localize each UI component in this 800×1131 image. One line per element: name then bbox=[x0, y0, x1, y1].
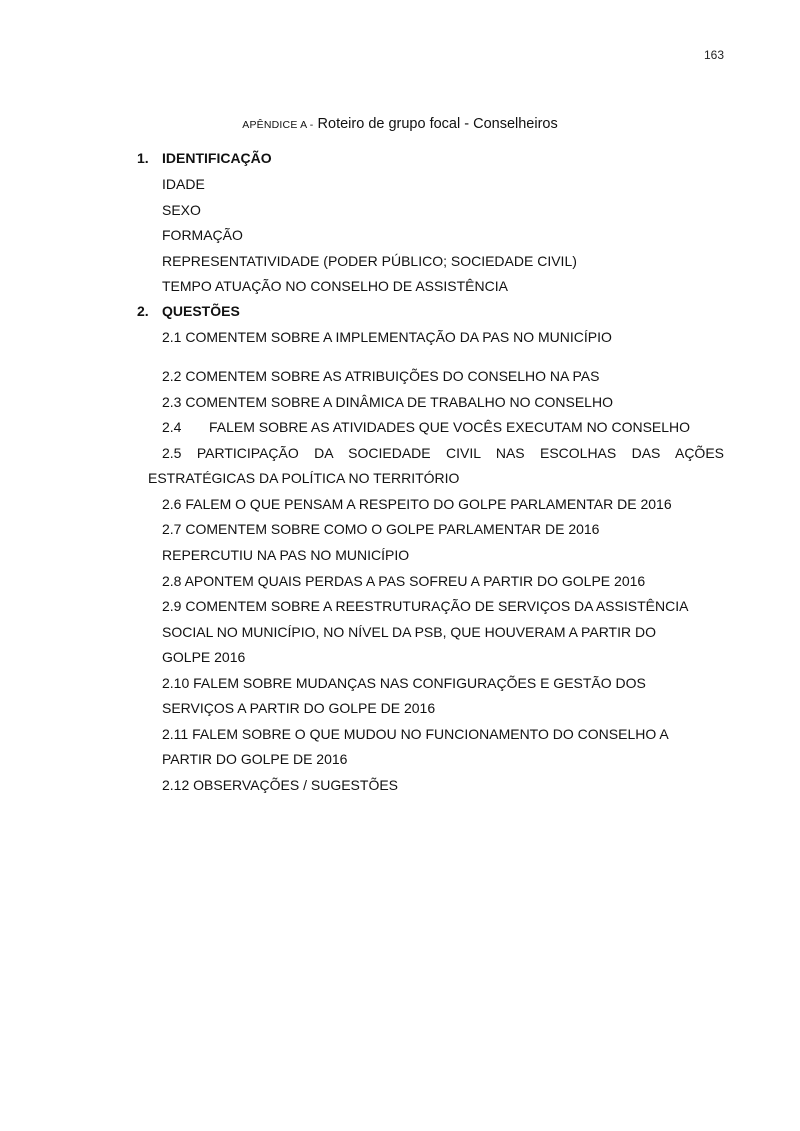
question-2-1: 2.1 COMENTEM SOBRE A IMPLEMENTAÇÃO DA PAS NO MUNICÍPIO bbox=[162, 329, 612, 345]
question-2-11-line1: 2.11 FALEM SOBRE O QUE MUDOU NO FUNCIONAMENTO DO CONSELHO A bbox=[162, 726, 669, 742]
identification-item-age: IDADE bbox=[162, 176, 205, 192]
question-2-10-line2: SERVIÇOS A PARTIR DO GOLPE DE 2016 bbox=[162, 700, 436, 716]
question-2-5-line1: 2.5 PARTICIPAÇÃO DA SOCIEDADE CIVIL NAS ESCOLHAS DAS AÇÕES bbox=[162, 445, 724, 461]
section1-heading: IDENTIFICAÇÃO bbox=[162, 150, 272, 166]
question-2-4 bbox=[162, 418, 690, 436]
section2-number: 2. bbox=[137, 303, 149, 319]
identification-item-tenure: TEMPO ATUAÇÃO NO CONSELHO DE ASSISTÊNCIA bbox=[162, 278, 508, 294]
question-2-9-line2: SOCIAL NO MUNICÍPIO, NO NÍVEL DA PSB, QUE HOUVERAM A PARTIR DO bbox=[162, 624, 656, 640]
identification-item-sex: SEXO bbox=[162, 202, 201, 218]
question-2-7-line2: REPERCUTIU NA PAS NO MUNICÍPIO bbox=[162, 547, 410, 563]
question-2-11-line2: PARTIR DO GOLPE DE 2016 bbox=[162, 751, 348, 767]
question-2-12: 2.12 OBSERVAÇÕES / SUGESTÕES bbox=[162, 777, 399, 793]
question-2-4-number: 2.4 bbox=[162, 419, 182, 435]
question-2-9-line1: 2.9 COMENTEM SOBRE A REESTRUTURAÇÃO DE SERVIÇOS DA ASSISTÊNCIA bbox=[162, 598, 689, 614]
question-2-7-line1: 2.7 COMENTEM SOBRE COMO O GOLPE PARLAMENTAR DE 2016 bbox=[162, 521, 600, 537]
question-2-10-line1: 2.10 FALEM SOBRE MUDANÇAS NAS CONFIGURAÇÕES E GESTÃO DOS bbox=[162, 675, 646, 691]
question-2-6: 2.6 FALEM O QUE PENSAM A RESPEITO DO GOLPE PARLAMENTAR DE 2016 bbox=[162, 496, 672, 512]
section1-number: 1. bbox=[137, 150, 149, 166]
page-number: 163 bbox=[703, 48, 724, 62]
question-2-3: 2.3 COMENTEM SOBRE A DINÂMICA DE TRABALHO NO CONSELHO bbox=[162, 394, 613, 410]
question-2-8: 2.8 APONTEM QUAIS PERDAS A PAS SOFREU A PARTIR DO GOLPE 2016 bbox=[162, 573, 646, 589]
appendix-title bbox=[0, 116, 800, 132]
identification-item-representativeness: REPRESENTATIVIDADE (PODER PÚBLICO; SOCIEDADE CIVIL) bbox=[162, 253, 577, 269]
section2-heading: QUESTÕES bbox=[162, 303, 240, 319]
appendix-title-prefix: APÊNDICE A - bbox=[242, 119, 314, 131]
question-2-4-text: FALEM SOBRE AS ATIVIDADES QUE VOCÊS EXECUTAM NO CONSELHO bbox=[209, 419, 691, 435]
question-2-2: 2.2 COMENTEM SOBRE AS ATRIBUIÇÕES DO CONSELHO NA PAS bbox=[162, 368, 600, 384]
appendix-title-main: Roteiro de grupo focal - Conselheiros bbox=[317, 116, 558, 132]
question-2-9-line3: GOLPE 2016 bbox=[162, 649, 246, 665]
identification-item-education: FORMAÇÃO bbox=[162, 227, 243, 243]
question-2-5-line2: ESTRATÉGICAS DA POLÍTICA NO TERRITÓRIO bbox=[148, 470, 460, 486]
